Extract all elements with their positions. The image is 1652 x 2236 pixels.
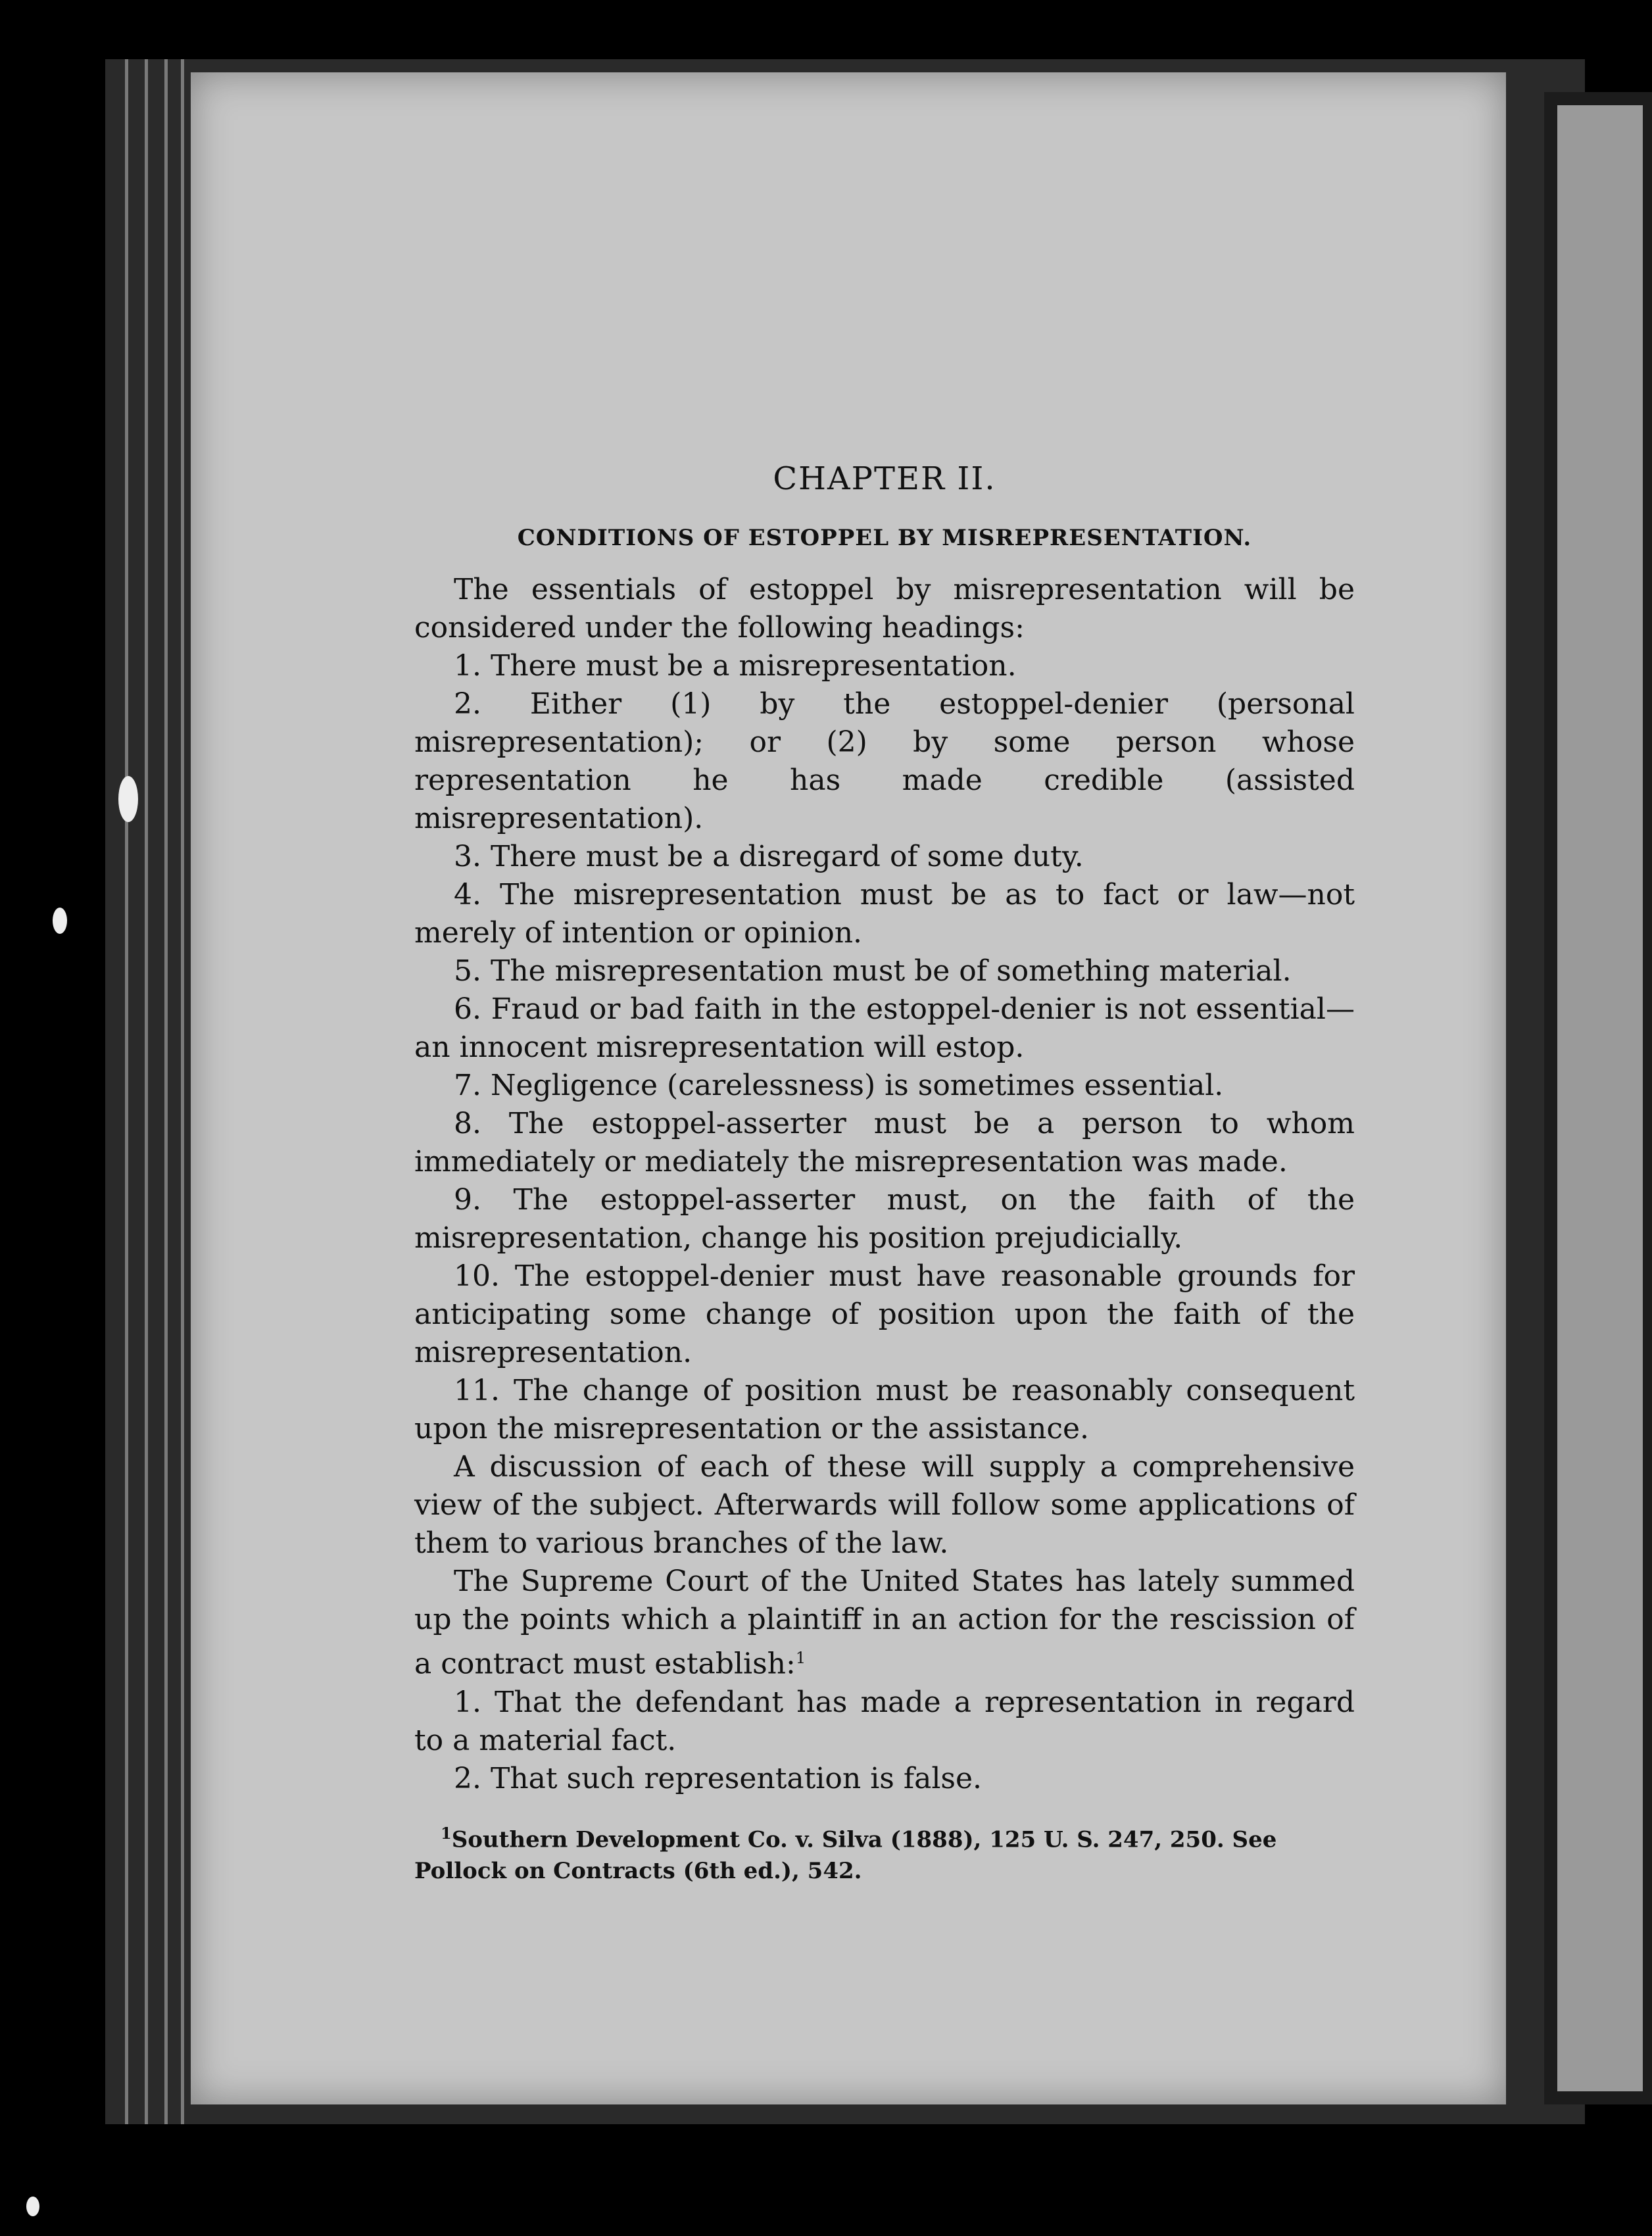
heading-item: 11. The change of position must be reasonably consequent upon the misrepresentation or the assistance. [414, 1374, 1355, 1446]
point-item: 1. That the defendant has made a representation in regard to a material fact. [414, 1685, 1355, 1757]
heading-item: 1. There must be a misrepresentation. [454, 649, 1017, 683]
heading-item: 2. Either (1) by the estoppel-denier (personal misrepresentation); or (2) by some person whose representation he has made credible (assisted misrepresentation). [414, 687, 1355, 835]
page-edge [181, 59, 184, 2124]
section-heading: CONDITIONS OF ESTOPPEL BY MISREPRESENTATION. [517, 525, 1252, 551]
heading-item: 6. Fraud or bad faith in the estoppel-denier is not essential—an innocent misrepresentation will estop. [414, 992, 1355, 1064]
page-content [414, 460, 1355, 1887]
footnote-number: 1 [441, 1823, 452, 1843]
scan-speck [26, 2197, 39, 2216]
heading-item: 9. The estoppel-asserter must, on the faith of the misrepresentation, change his position prejudicially. [414, 1183, 1355, 1255]
heading-item: 7. Negligence (carelessness) is sometimes essential. [454, 1069, 1224, 1102]
heading-item: 10. The estoppel-denier must have reasonable grounds for anticipating some change of position upon the faith of the misrepresentation. [414, 1259, 1355, 1369]
page-edge [125, 59, 128, 2124]
point-item: 2. That such representation is false. [454, 1761, 983, 1795]
footnote-separator [414, 1798, 1355, 1818]
page-edge [164, 59, 168, 2124]
scan-speck [118, 776, 138, 822]
page-edge [145, 59, 148, 2124]
footnote-text: Southern Development Co. v. Silva (1888), 125 U. S. 247, 250. See Pollock on Contracts (6th ed.), 542. [414, 1826, 1277, 1884]
chapter-title: CHAPTER II. [773, 460, 996, 497]
discussion-paragraph: A discussion of each of these will supply a comprehensive view of the subject. Afterwards will follow some applications of them to various branches of the law. [414, 1450, 1355, 1560]
heading-item: 8. The estoppel-asserter must be a person to whom immediately or mediately the misrepresentation was made. [414, 1107, 1355, 1179]
heading-item: 5. The misrepresentation must be of something material. [454, 954, 1292, 988]
supreme-court-paragraph [414, 1563, 1355, 1684]
supreme-court-text: The Supreme Court of the United States has lately summed up the points which a plaintiff in an action for the rescission of a contract must establish: [414, 1565, 1355, 1681]
scan-speck [53, 908, 67, 934]
heading-item: 4. The misrepresentation must be as to fact or law—not merely of intention or opinion. [414, 878, 1355, 950]
footnote-marker: 1 [795, 1649, 806, 1667]
facing-page-strip [1557, 105, 1643, 2091]
intro-paragraph: The essentials of estoppel by misrepresentation will be considered under the following headings: [414, 573, 1355, 644]
heading-item: 3. There must be a disregard of some duty. [454, 840, 1084, 873]
footnote [414, 1818, 1355, 1887]
